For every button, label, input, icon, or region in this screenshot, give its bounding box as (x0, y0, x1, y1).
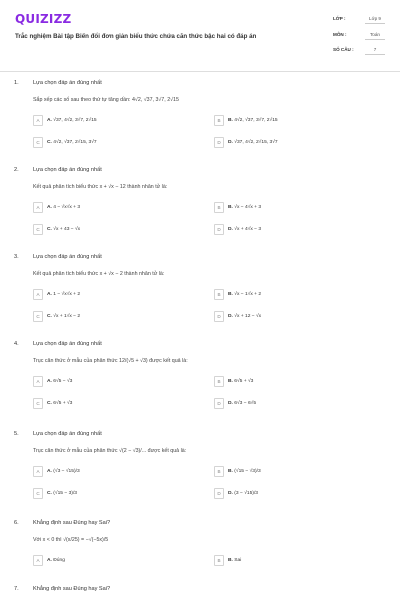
option-b[interactable] (214, 289, 364, 300)
option-text: A. 1 − √x√x + 2 (47, 292, 81, 297)
option-b[interactable] (214, 466, 364, 477)
option-letter-box: D (214, 224, 224, 235)
question-number: 7. (14, 586, 19, 592)
meta-subject-key: MÔN : (333, 32, 347, 37)
option-letter-box: C (33, 137, 43, 148)
question-stem: Kết quả phân tích biểu thức x + √x − 2 thành nhân tử là: (33, 271, 165, 277)
option-text: D. √x + 12 − √x (228, 314, 262, 319)
option-letter-box: B (214, 115, 224, 126)
option-letter-box: B (214, 555, 224, 566)
option-text: D. √x + 4√x − 3 (228, 227, 262, 232)
option-text: B. √x − 4√x + 3 (228, 205, 262, 210)
option-letter-box: A (33, 202, 43, 213)
option-letter-box: B (214, 202, 224, 213)
option-b[interactable] (214, 376, 364, 387)
option-text: D. (3 − √15)/3 (228, 491, 259, 496)
meta-count-value: 7 (365, 47, 385, 55)
option-c[interactable] (33, 488, 183, 499)
option-c[interactable] (33, 398, 183, 409)
option-c[interactable] (33, 224, 183, 235)
option-text: C. 6√5 + √3 (47, 401, 73, 406)
question-instruction: Khẳng định sau Đúng hay Sai? (33, 586, 111, 592)
option-d[interactable] (214, 488, 364, 499)
question-stem: Sắp xếp các số sau theo thứ tự tăng dần: 4√2, √37, 3√7, 2√15 (33, 97, 179, 103)
option-text: C. 4√2, √37, 2√15, 3√7 (47, 140, 97, 145)
option-text: D. 6√3 − 6√5 (228, 401, 257, 406)
option-text: A. Đúng (47, 558, 65, 563)
question-number: 6. (14, 520, 19, 526)
meta-count (333, 47, 385, 59)
option-a[interactable] (33, 115, 183, 126)
option-text: A. 4 − √x√x + 3 (47, 205, 81, 210)
option-letter-box: C (33, 311, 43, 322)
option-letter-box: C (33, 398, 43, 409)
meta-subject-value: Toán (365, 32, 385, 40)
option-letter-box: B (214, 376, 224, 387)
meta-class-key: LỚP : (333, 16, 346, 21)
option-letter-box: C (33, 488, 43, 499)
option-letter-box: C (33, 224, 43, 235)
option-letter-box: B (214, 466, 224, 477)
option-text: B. (√15 − √3)/3 (228, 469, 261, 474)
option-text: A. (√3 − √15)/3 (47, 469, 80, 474)
option-b[interactable] (214, 202, 364, 213)
option-d[interactable] (214, 398, 364, 409)
quizizz-logo: QUIZIZZ (15, 12, 72, 26)
question-number: 4. (14, 341, 19, 347)
option-d[interactable] (214, 224, 364, 235)
option-text: A. 6√5 − √3 (47, 379, 73, 384)
worksheet-title: Trắc nghiệm Bài tập Biến đổi đơn giản biểu thức chứa căn thức bậc hai có đáp án (15, 33, 257, 40)
option-text: B. Sai (228, 558, 242, 563)
question-instruction: Lựa chọn đáp án đúng nhất (33, 254, 102, 260)
meta-class-value: Lớp 9 (365, 16, 385, 24)
option-letter-box: A (33, 115, 43, 126)
option-d[interactable] (214, 311, 364, 322)
question-stem: Trục căn thức ở mẫu của phân thức √(2 − √3)/... được kết quả là: (33, 448, 187, 454)
question-instruction: Lựa chọn đáp án đúng nhất (33, 431, 102, 437)
option-letter-box: D (214, 137, 224, 148)
option-b[interactable] (214, 555, 364, 566)
question-number: 3. (14, 254, 19, 260)
option-text: C. √x + 43 − √x (47, 227, 81, 232)
question-number: 5. (14, 431, 19, 437)
question-instruction: Lựa chọn đáp án đúng nhất (33, 341, 102, 347)
option-text: C. √x + 1√x − 2 (47, 314, 81, 319)
option-text: B. 4√2, √37, 3√7, 2√15 (228, 118, 278, 123)
option-c[interactable] (33, 311, 183, 322)
option-a[interactable] (33, 466, 183, 477)
option-letter-box: A (33, 466, 43, 477)
option-a[interactable] (33, 555, 183, 566)
option-letter-box: A (33, 289, 43, 300)
option-letter-box: A (33, 376, 43, 387)
question-stem: Với x < 0 thì √(x/25) = −√(−5x)/5 (33, 537, 109, 543)
question-instruction: Lựa chọn đáp án đúng nhất (33, 167, 102, 173)
option-a[interactable] (33, 202, 183, 213)
question-stem: Trục căn thức ở mẫu của phân thức 12/(√5 + √3) được kết quả là: (33, 358, 188, 364)
question-number: 2. (14, 167, 19, 173)
question-instruction: Lựa chọn đáp án đúng nhất (33, 80, 102, 86)
question-stem: Kết quả phân tích biểu thức x + √x − 12 thành nhân tử là: (33, 184, 168, 190)
option-letter-box: A (33, 555, 43, 566)
option-c[interactable] (33, 137, 183, 148)
meta-subject (333, 32, 385, 44)
option-b[interactable] (214, 115, 364, 126)
option-d[interactable] (214, 137, 364, 148)
option-letter-box: D (214, 311, 224, 322)
option-letter-box: B (214, 289, 224, 300)
option-text: A. √37, 4√2, 3√7, 2√15 (47, 118, 97, 123)
question-instruction: Khẳng định sau Đúng hay Sai? (33, 520, 111, 526)
option-a[interactable] (33, 376, 183, 387)
meta-count-key: SỐ CÂU : (333, 47, 354, 52)
option-letter-box: D (214, 398, 224, 409)
option-letter-box: D (214, 488, 224, 499)
worksheet-header (0, 0, 400, 72)
option-a[interactable] (33, 289, 183, 300)
option-text: B. 6√5 + √3 (228, 379, 254, 384)
option-text: C. (√15 − 3)/3 (47, 491, 78, 496)
question-number: 1. (14, 80, 19, 86)
meta-class (333, 16, 385, 28)
option-text: D. √37, 4√2, 2√15, 3√7 (228, 140, 278, 145)
option-text: B. √x − 1√x + 2 (228, 292, 262, 297)
